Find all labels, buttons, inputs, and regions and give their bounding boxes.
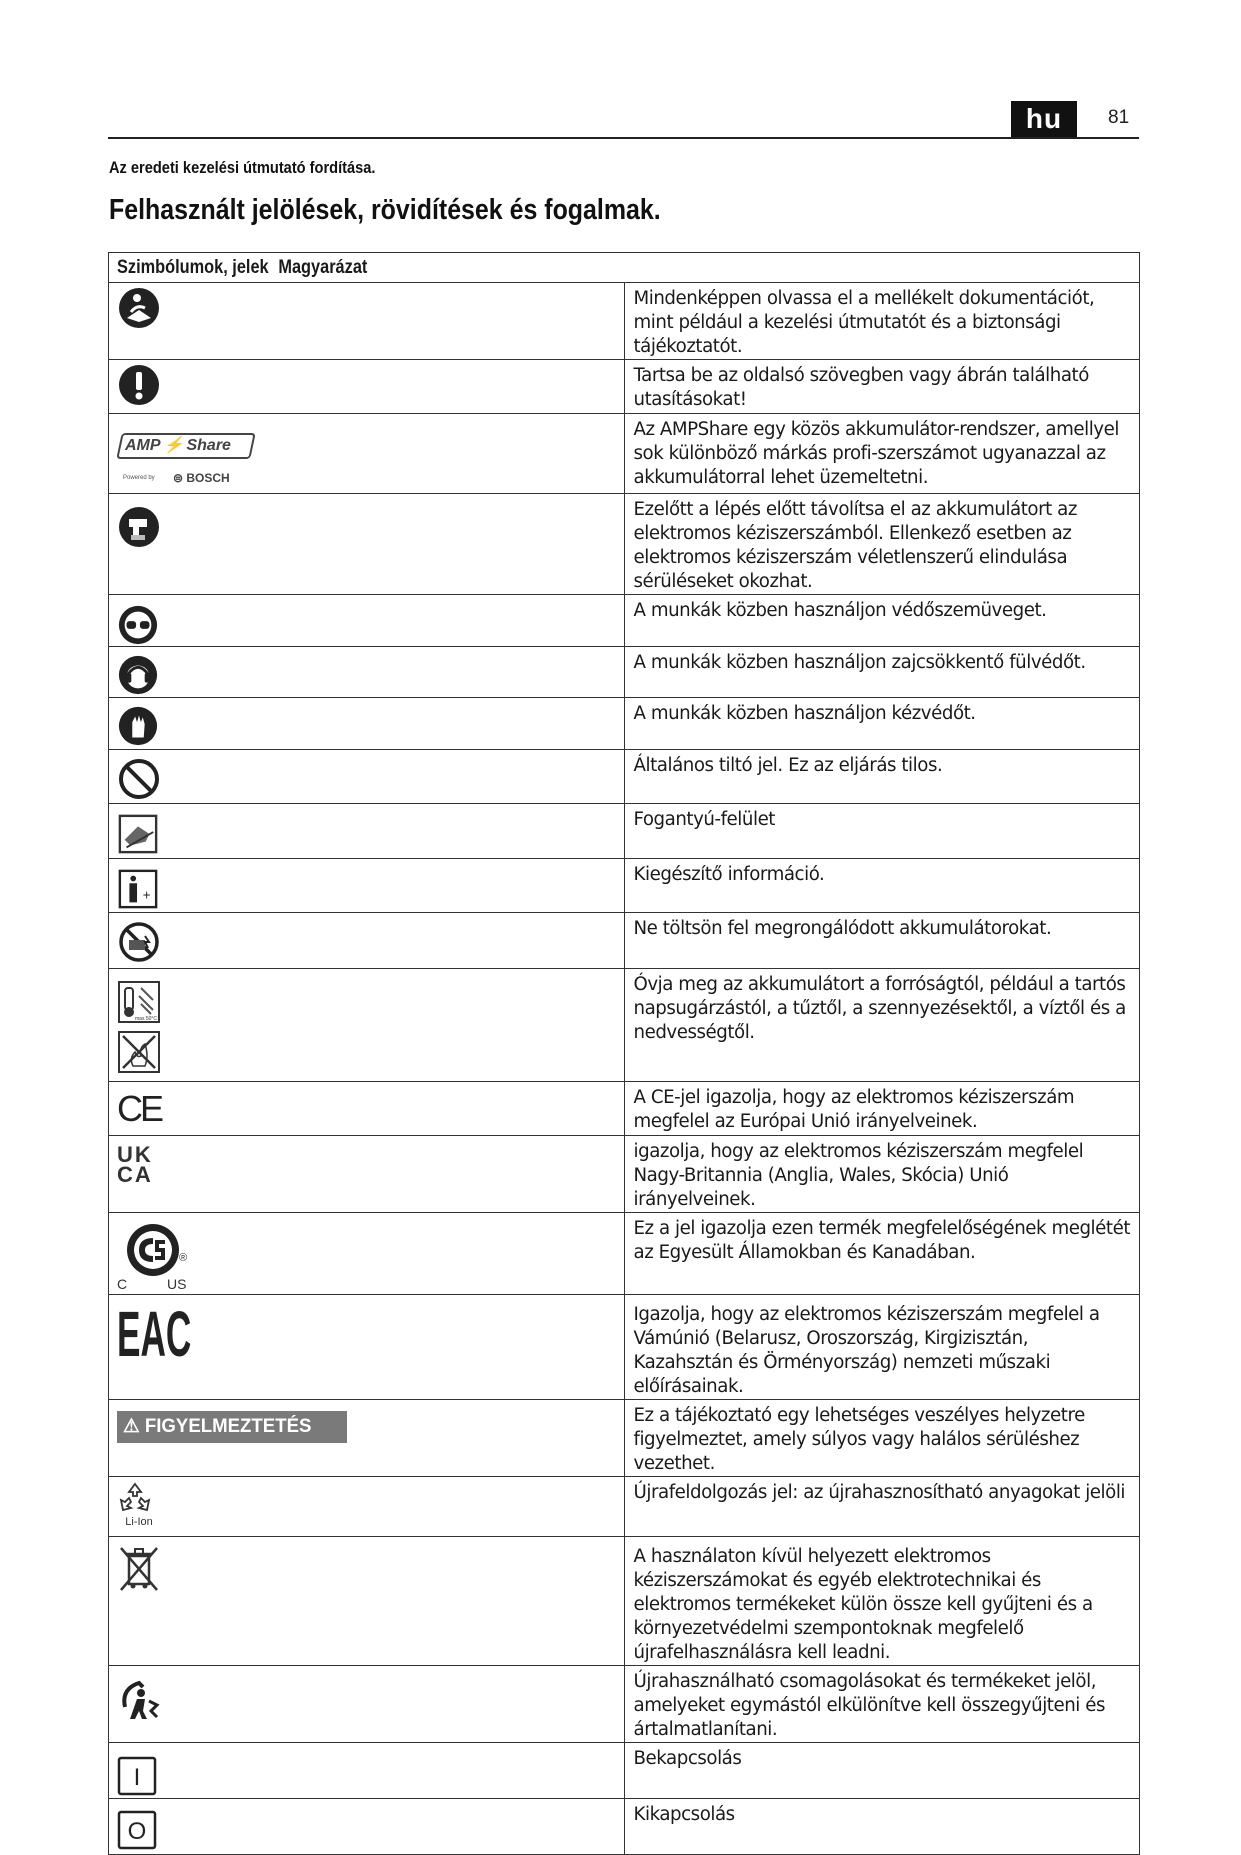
switch-off-icon xyxy=(117,1810,157,1850)
table-header xyxy=(109,253,1140,283)
symbol-cell xyxy=(109,1213,625,1295)
csa-mark-icon: ® C US xyxy=(117,1216,217,1294)
read-manual-icon xyxy=(117,286,161,330)
prohibition-icon xyxy=(117,757,161,801)
description-cell: Általános tiltó jel. Ez az eljárás tilos. xyxy=(624,750,1140,804)
max-temperature-icon xyxy=(117,980,161,1024)
table-row xyxy=(109,1477,1140,1537)
gloves-icon xyxy=(117,705,159,747)
header-divider xyxy=(108,137,1139,139)
table-row xyxy=(109,1666,1140,1743)
recycling-li-ion-icon: Li-Ion xyxy=(117,1480,161,1528)
ukca-mark-icon: UK CA xyxy=(117,1142,153,1187)
svg-text:max 50°C: max 50°C xyxy=(135,1016,158,1022)
table-row xyxy=(109,1295,1140,1400)
table-row xyxy=(109,595,1140,647)
warning-badge: ⚠ FIGYELMEZTETÉS xyxy=(117,1411,347,1443)
symbols-table xyxy=(108,252,1140,1855)
symbol-cell xyxy=(109,1136,625,1213)
symbol-cell xyxy=(109,698,625,750)
no-charge-damaged-icon xyxy=(117,920,161,964)
language-badge: hu xyxy=(1011,101,1077,137)
description-cell: Bekapcsolás xyxy=(624,1743,1140,1799)
symbol-cell xyxy=(109,1799,625,1855)
description-cell: A munkák közben használjon kézvédőt. xyxy=(624,698,1140,750)
description-cell: Ez a tájékoztató egy lehetséges veszélyes helyzetre figyelmeztet, amely súlyos vagy halálos sérüléshez vezethet. xyxy=(624,1400,1140,1477)
table-row xyxy=(109,414,1140,494)
no-fire-water-icon xyxy=(117,1030,161,1074)
svg-text:O: O xyxy=(127,1818,147,1845)
description-cell: Kikapcsolás xyxy=(624,1799,1140,1855)
table-row xyxy=(109,698,1140,750)
table-row xyxy=(109,804,1140,859)
table-row xyxy=(109,360,1140,414)
recycle-arrows-icon xyxy=(117,1480,153,1516)
subtitle: Az eredeti kezelési útmutató fordítása. xyxy=(109,158,376,177)
header-explanation: Magyarázat xyxy=(278,257,368,278)
symbol-cell xyxy=(109,969,625,1082)
table-row xyxy=(109,1082,1140,1136)
info-icon xyxy=(117,868,159,910)
header-symbols: Szimbólumok, jelek xyxy=(117,257,269,278)
symbol-cell xyxy=(109,647,625,698)
ear-protection-icon xyxy=(117,654,159,696)
description-cell: A munkák közben használjon zajcsökkentő fülvédőt. xyxy=(624,647,1140,698)
ampshare-logo: AMP ⚡ Share Powered by ⊜ BOSCH xyxy=(117,427,257,493)
symbol-cell xyxy=(109,750,625,804)
description-cell: Mindenképpen olvassa el a mellékelt dokumentációt, mint például a kezelési útmutatót és a biztonsági tájékoztatót. xyxy=(624,283,1140,360)
symbol-cell xyxy=(109,414,625,494)
table-row xyxy=(109,750,1140,804)
remove-battery-icon xyxy=(117,505,161,549)
svg-text:+: + xyxy=(142,887,151,903)
symbol-cell xyxy=(109,1666,625,1743)
table-row xyxy=(109,283,1140,360)
symbol-cell xyxy=(109,1537,625,1666)
table-row xyxy=(109,969,1140,1082)
page-number: 81 xyxy=(1108,107,1130,128)
symbol-cell xyxy=(109,1295,625,1400)
table-row xyxy=(109,1136,1140,1213)
table-row xyxy=(109,1799,1140,1855)
attention-icon xyxy=(117,363,161,407)
table-row xyxy=(109,647,1140,698)
weee-bin-icon xyxy=(117,1544,161,1594)
eac-mark-icon: EAC xyxy=(117,1298,192,1370)
table-header-row xyxy=(109,253,1140,283)
heat-fire-protection-icon xyxy=(117,980,624,1074)
symbol-cell xyxy=(109,494,625,595)
description-cell: igazolja, hogy az elektromos kéziszerszám megfelel Nagy-Britannia (Anglia, Wales, Skócia) Unió irányelveinek. xyxy=(624,1136,1140,1213)
description-cell: Óvja meg az akkumulátort a forróságtól, például a tartós napsugárzástól, a tűztől, a szennyezésektől, a víztől és a nedvességtől. xyxy=(624,969,1140,1082)
description-cell: Újrafeldolgozás jel: az újrahasznosítható anyagokat jelöli xyxy=(624,1477,1140,1537)
symbol-cell xyxy=(109,360,625,414)
grip-surface-icon xyxy=(117,813,159,855)
description-cell: Újrahasználható csomagolásokat és termékeket jelöl, amelyeket egymástól elkülönítve kell összegyűjteni és ártalmatlanítani. xyxy=(624,1666,1140,1743)
description-cell: Ezelőtt a lépés előtt távolítsa el az akkumulátort az elektromos kéziszerszámból. Ellenkező esetben az elektromos kéziszerszám véletlenszerű elindulása sérüléseket okozhat. xyxy=(624,494,1140,595)
table-row xyxy=(109,1743,1140,1799)
description-cell: A munkák közben használjon védőszemüveget. xyxy=(624,595,1140,647)
description-cell: A CE-jel igazolja, hogy az elektromos kéziszerszám megfelel az Európai Unió irányelveinek. xyxy=(624,1082,1140,1136)
packaging-recycling-icon xyxy=(117,1677,163,1723)
page-title: Felhasznált jelölések, rövidítések és fogalmak. xyxy=(109,194,661,226)
symbol-cell xyxy=(109,804,625,859)
description-cell: Ez a jel igazolja ezen termék megfelelőségének meglétét az Egyesült Államokban és Kanadában. xyxy=(624,1213,1140,1295)
table-row xyxy=(109,1537,1140,1666)
description-cell: A használaton kívül helyezett elektromos kéziszerszámokat és egyéb elektrotechnikai és elektromos termékeket külön össze kell gyűjteni és a környezetvédelmi szempontoknak megfelelő újrafelhasználásra kell leadni. xyxy=(624,1537,1140,1666)
description-cell: Az AMPShare egy közös akkumulátor-rendszer, amellyel sok különböző márkás profi-szerszámot ugyanazzal az akkumulátorral lehet üzemeltetni. xyxy=(624,414,1140,494)
symbol-cell xyxy=(109,859,625,913)
symbol-cell xyxy=(109,913,625,969)
symbol-cell xyxy=(109,1400,625,1477)
symbol-cell xyxy=(109,1743,625,1799)
description-cell: Fogantyú-felület xyxy=(624,804,1140,859)
ce-mark-icon: CE xyxy=(117,1088,162,1129)
table-row xyxy=(109,1213,1140,1295)
symbol-cell xyxy=(109,1477,625,1537)
switch-on-icon xyxy=(117,1756,157,1796)
table-row xyxy=(109,859,1140,913)
symbol-cell xyxy=(109,1082,625,1136)
table-row xyxy=(109,494,1140,595)
csa-seal xyxy=(125,1222,181,1278)
description-cell: Kiegészítő információ. xyxy=(624,859,1140,913)
symbol-cell xyxy=(109,283,625,360)
safety-goggles-icon xyxy=(117,604,159,646)
description-cell: Tartsa be az oldalsó szövegben vagy ábrán található utasításokat! xyxy=(624,360,1140,414)
table-row xyxy=(109,1400,1140,1477)
symbol-cell xyxy=(109,595,625,647)
table-row xyxy=(109,913,1140,969)
description-cell: Igazolja, hogy az elektromos kéziszerszám megfelel a Vámúnió (Belarusz, Oroszország, Kirgizisztán, Kazahsztán és Örményország) nemzeti műszaki előírásainak. xyxy=(624,1295,1140,1400)
svg-text:I: I xyxy=(133,1764,141,1791)
description-cell: Ne töltsön fel megrongálódott akkumulátorokat. xyxy=(624,913,1140,969)
